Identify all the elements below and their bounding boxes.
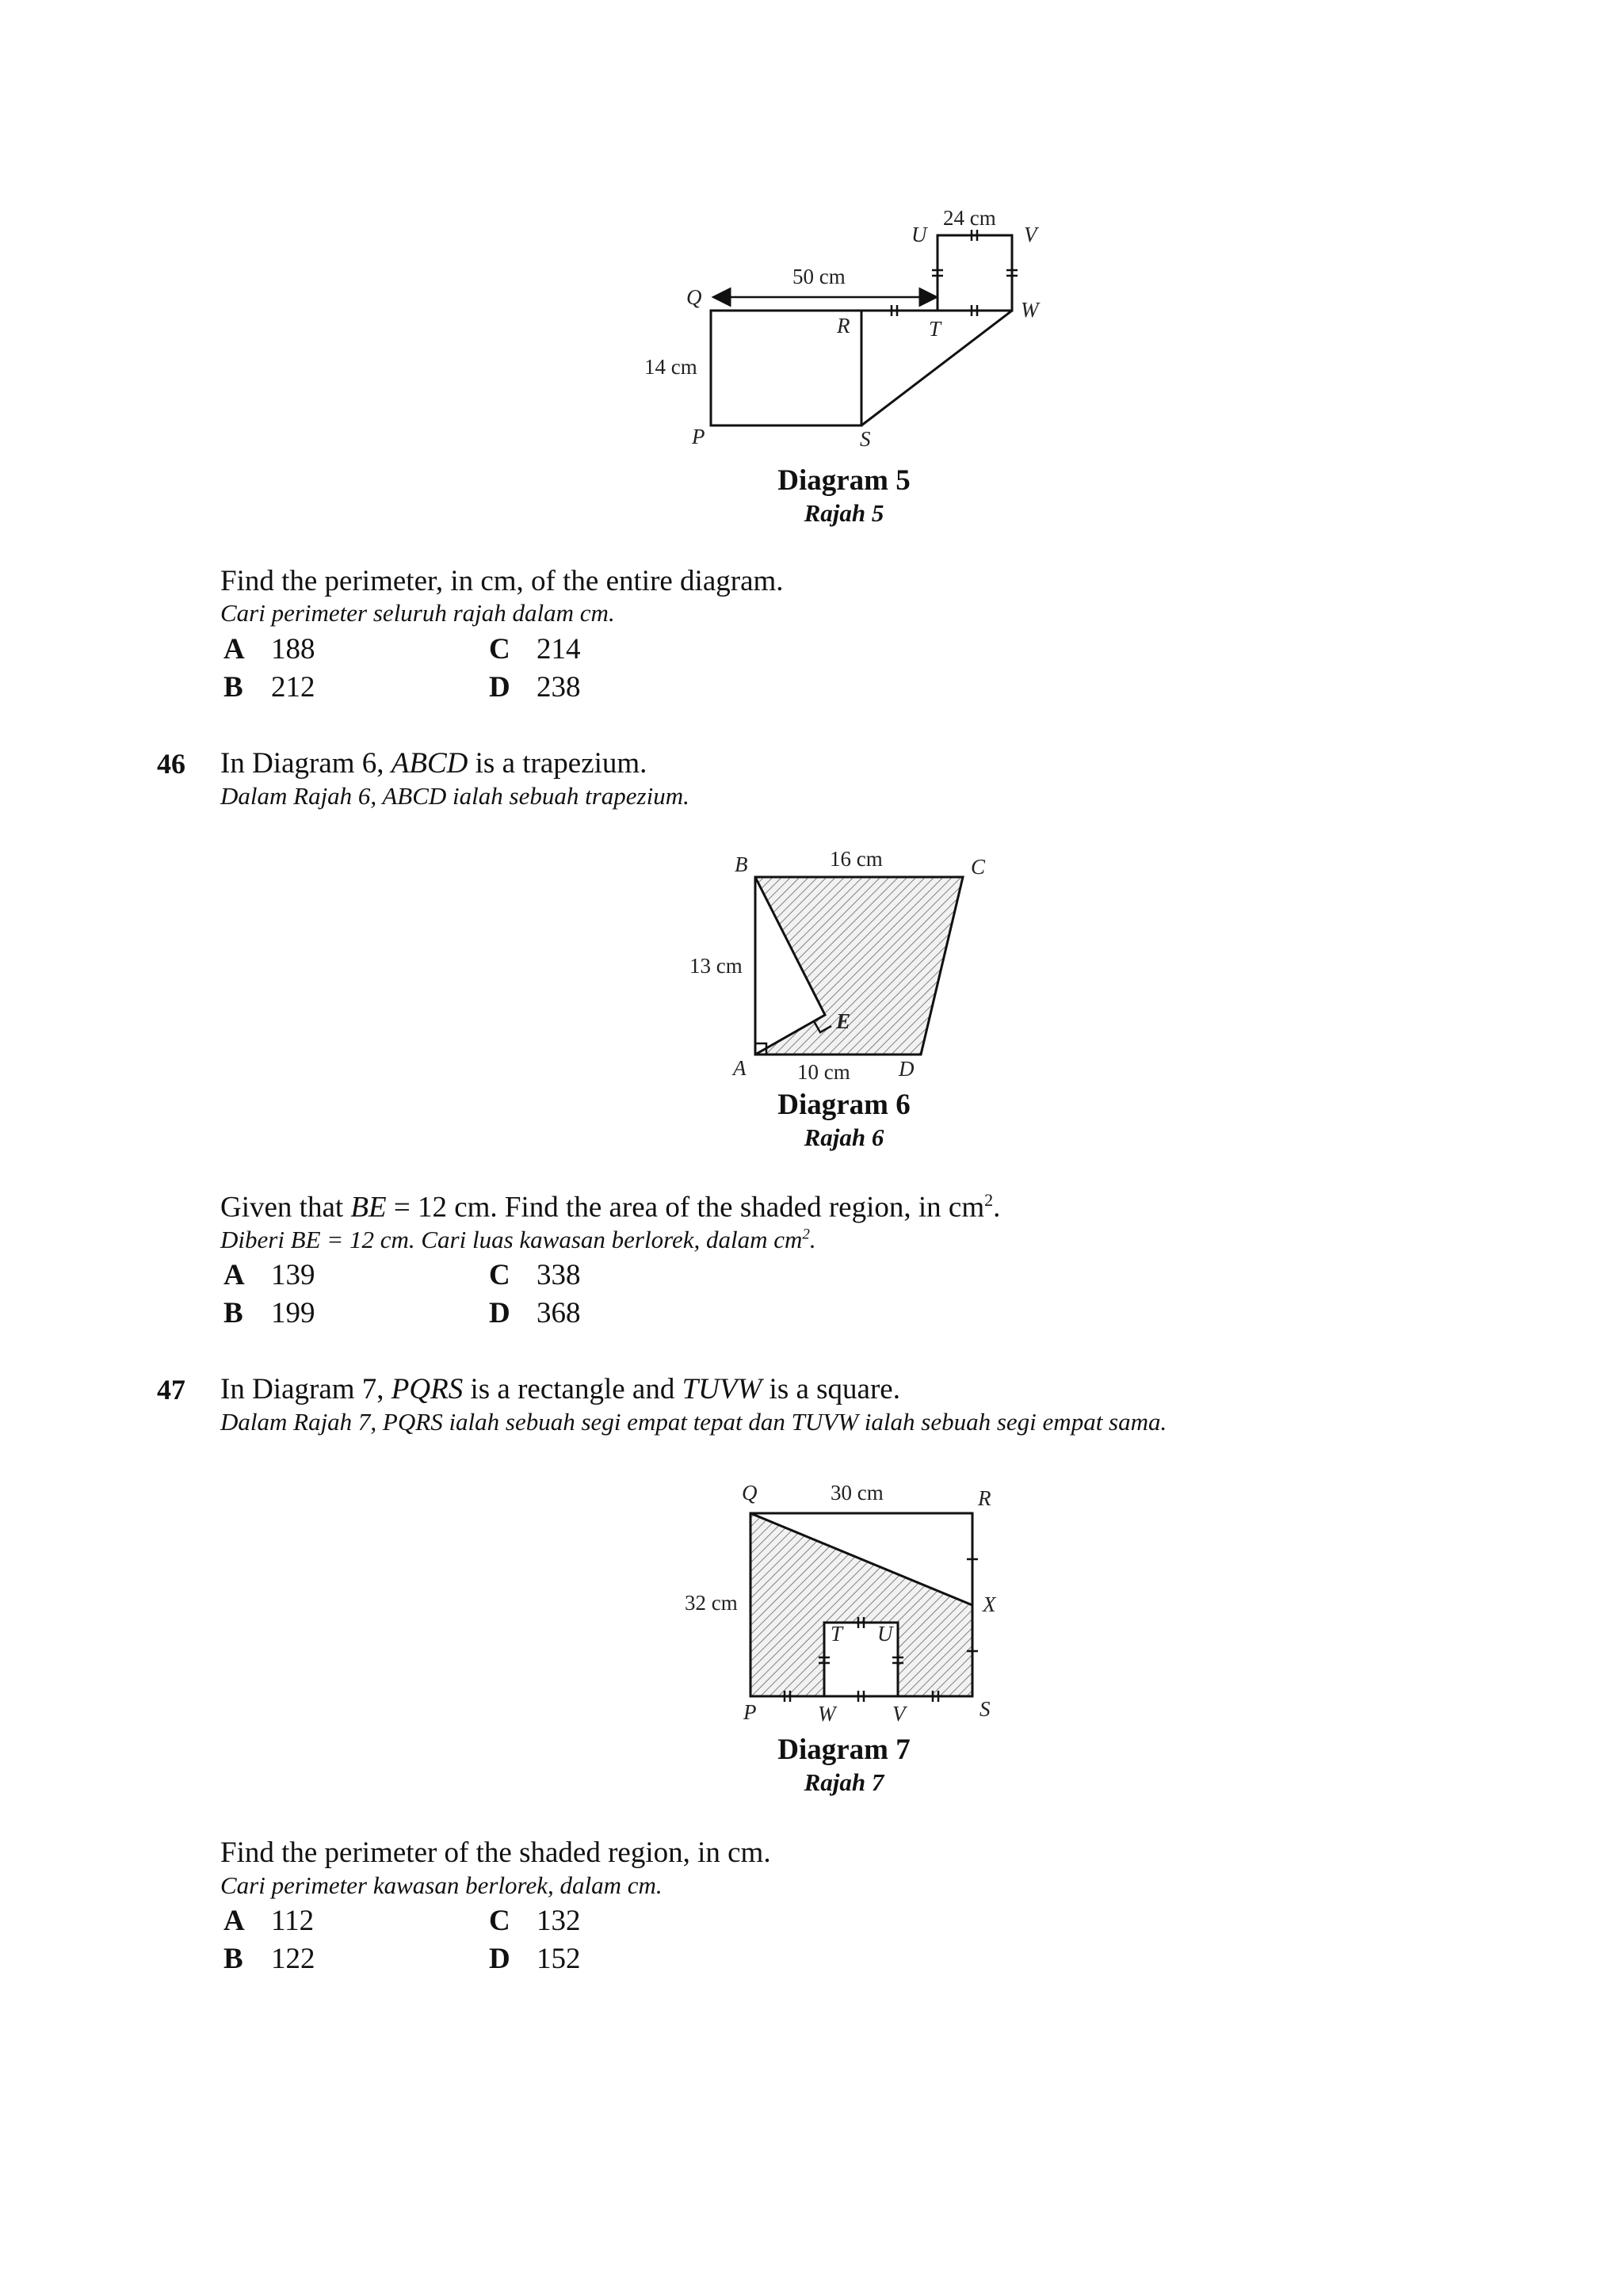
q46-option-a[interactable]: A 139	[223, 1259, 315, 1291]
diagram-6-caption-ms: Rajah 6	[804, 1123, 884, 1151]
measure-24cm: 24 cm	[943, 206, 996, 230]
label-q: Q	[686, 285, 702, 309]
diagram-5-caption: Diagram 5	[777, 464, 911, 497]
label-d: D	[899, 1057, 915, 1081]
diagram-5-caption-ms: Rajah 5	[804, 499, 884, 527]
label-w: W	[1021, 298, 1039, 322]
q45-option-a[interactable]: A 188	[223, 633, 315, 666]
label-p: P	[743, 1700, 757, 1724]
measure-30cm: 30 cm	[831, 1481, 884, 1505]
square-tuvw	[938, 235, 1012, 311]
label-s: S	[980, 1697, 991, 1721]
label-b: B	[735, 852, 748, 876]
label-s: S	[860, 427, 871, 451]
label-r: R	[978, 1486, 991, 1510]
label-e: E	[836, 1009, 851, 1033]
diagram-5	[618, 190, 1062, 460]
q47-intro-ms: Dalam Rajah 7, PQRS ialah sebuah segi empat tepat dan TUVW ialah sebuah segi empat sama.	[220, 1408, 1167, 1436]
q47-option-d[interactable]: D 152	[489, 1943, 581, 1975]
q47-question: Find the perimeter of the shaded region, in cm.	[220, 1836, 771, 1869]
q46-intro-ms: Dalam Rajah 6, ABCD ialah sebuah trapezium.	[220, 782, 689, 810]
label-a: A	[733, 1056, 747, 1080]
q46-question-ms: Diberi BE = 12 cm. Cari luas kawasan berlorek, dalam $cm^2$.	[220, 1226, 816, 1253]
q45-option-b[interactable]: B 212	[223, 671, 315, 704]
q45-question: Find the perimeter, in cm, of the entire diagram.	[220, 565, 784, 597]
q47-intro: In Diagram 7, PQRS is a rectangle and TUVW is a square.	[220, 1373, 900, 1405]
label-t: T	[831, 1622, 843, 1646]
q45-question-ms: Cari perimeter seluruh rajah dalam cm.	[220, 599, 615, 627]
label-v: V	[892, 1702, 906, 1726]
measure-10cm: 10 cm	[797, 1060, 850, 1084]
diagram-7-caption-ms: Rajah 7	[804, 1768, 884, 1796]
q47-option-c[interactable]: C 132	[489, 1905, 581, 1937]
diagram-7	[674, 1470, 1022, 1731]
q47-option-b[interactable]: B 122	[223, 1943, 315, 1975]
q45-option-d[interactable]: D 238	[489, 671, 581, 704]
measure-14cm: 14 cm	[644, 355, 697, 379]
q47-option-a[interactable]: A 112	[223, 1905, 315, 1937]
diagram-7-caption: Diagram 7	[777, 1733, 911, 1766]
label-u: U	[911, 223, 927, 246]
diagram-6-caption: Diagram 6	[777, 1089, 911, 1121]
q46-intro: In Diagram 6, ABCD is a trapezium.	[220, 747, 647, 780]
measure-13cm: 13 cm	[689, 954, 743, 978]
label-x: X	[983, 1592, 996, 1616]
q46-number: 46	[157, 748, 185, 780]
q46-option-d[interactable]: D 368	[489, 1297, 581, 1329]
q46-option-c[interactable]: C 338	[489, 1259, 581, 1291]
shaded-region-6	[755, 877, 963, 1055]
q46-option-b[interactable]: B 199	[223, 1297, 315, 1329]
diagram-6	[674, 840, 1030, 1093]
label-u: U	[877, 1622, 893, 1646]
label-v: V	[1024, 223, 1037, 246]
q47-question-ms: Cari perimeter kawasan berlorek, dalam cm.	[220, 1871, 663, 1899]
label-q: Q	[742, 1481, 758, 1505]
q46-question: Given that BE = 12 cm. Find the area of the shaded region, in $cm^2$.	[220, 1190, 1001, 1224]
label-t: T	[929, 317, 941, 341]
label-p: P	[692, 425, 705, 448]
label-w: W	[818, 1702, 836, 1726]
measure-16cm: 16 cm	[830, 847, 883, 871]
q47-number: 47	[157, 1374, 185, 1405]
q45-option-c[interactable]: C 214	[489, 633, 581, 666]
measure-50cm: 50 cm	[792, 265, 846, 288]
label-r: R	[837, 314, 850, 338]
measure-32cm: 32 cm	[685, 1591, 738, 1615]
label-c: C	[971, 855, 986, 879]
